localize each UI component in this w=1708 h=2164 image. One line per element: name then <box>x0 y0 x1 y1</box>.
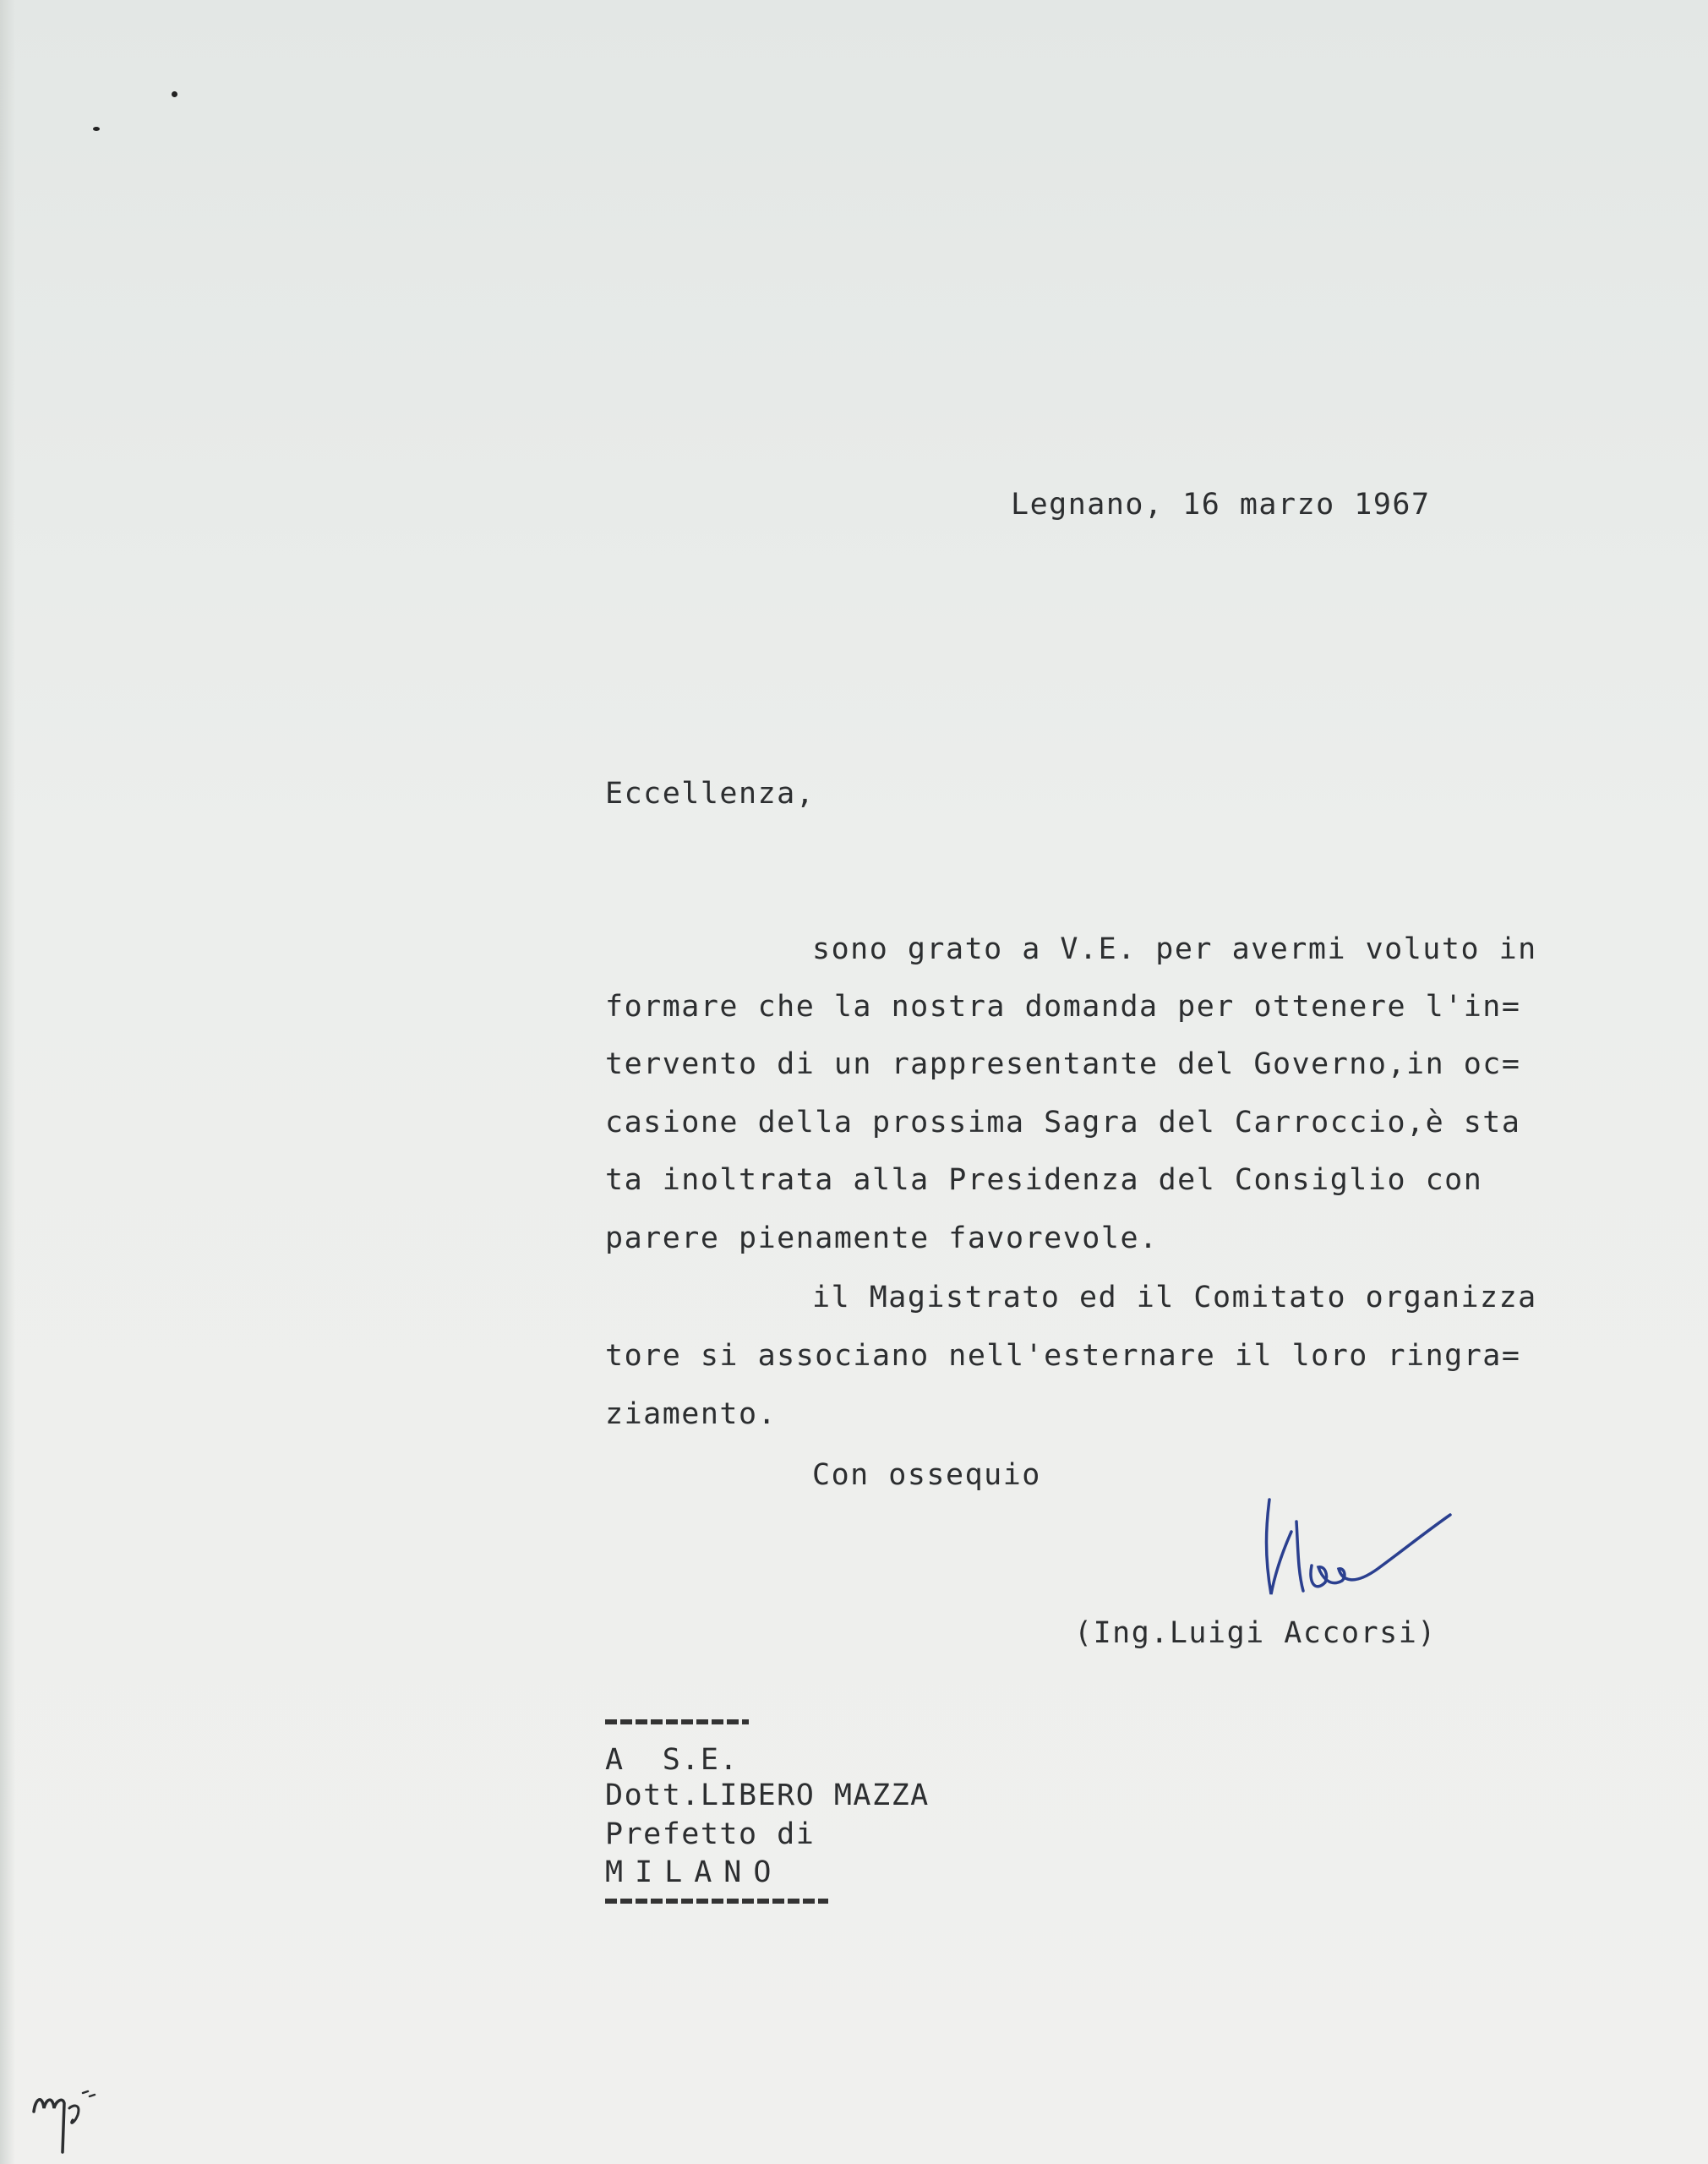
ink-speck <box>172 91 177 97</box>
body-line: ta inoltrata alla Presidenza del Consiglio con <box>605 1163 1483 1197</box>
body-line: parere pienamente favorevole. <box>605 1221 1159 1255</box>
address-rule-top <box>605 1719 749 1724</box>
address-line: A S.E. <box>605 1743 739 1777</box>
address-line: Dott.LIBERO MAZZA <box>605 1779 930 1812</box>
salutation: Eccellenza, <box>605 777 816 811</box>
body-line: tore si associano nell'esternare il loro ringra= <box>605 1339 1521 1373</box>
body-line: ziamento. <box>605 1397 778 1431</box>
body-line: casione della prossima Sagra del Carroccio,è sta <box>605 1106 1521 1139</box>
address-rule-bottom <box>605 1899 828 1904</box>
body-line: tervento di un rappresentante del Governo,in oc= <box>605 1047 1521 1081</box>
signer-name: (Ing.Luigi Accorsi) <box>1074 1616 1437 1650</box>
address-line: Prefetto di <box>605 1817 816 1851</box>
body-line: il Magistrato ed il Comitato organizza <box>812 1281 1537 1314</box>
body-line: formare che la nostra domanda per ottenere l'in= <box>605 990 1521 1024</box>
handwritten-initials <box>29 2078 105 2156</box>
closing-line: Con ossequio <box>812 1458 1041 1492</box>
page-edge-shadow <box>0 0 15 2164</box>
address-city: MILANO <box>605 1855 783 1889</box>
handwritten-signature <box>1259 1488 1454 1606</box>
date-line: Legnano, 16 marzo 1967 <box>1011 488 1431 522</box>
body-line: sono grato a V.E. per avermi voluto in <box>812 932 1537 966</box>
ink-speck <box>93 127 100 131</box>
